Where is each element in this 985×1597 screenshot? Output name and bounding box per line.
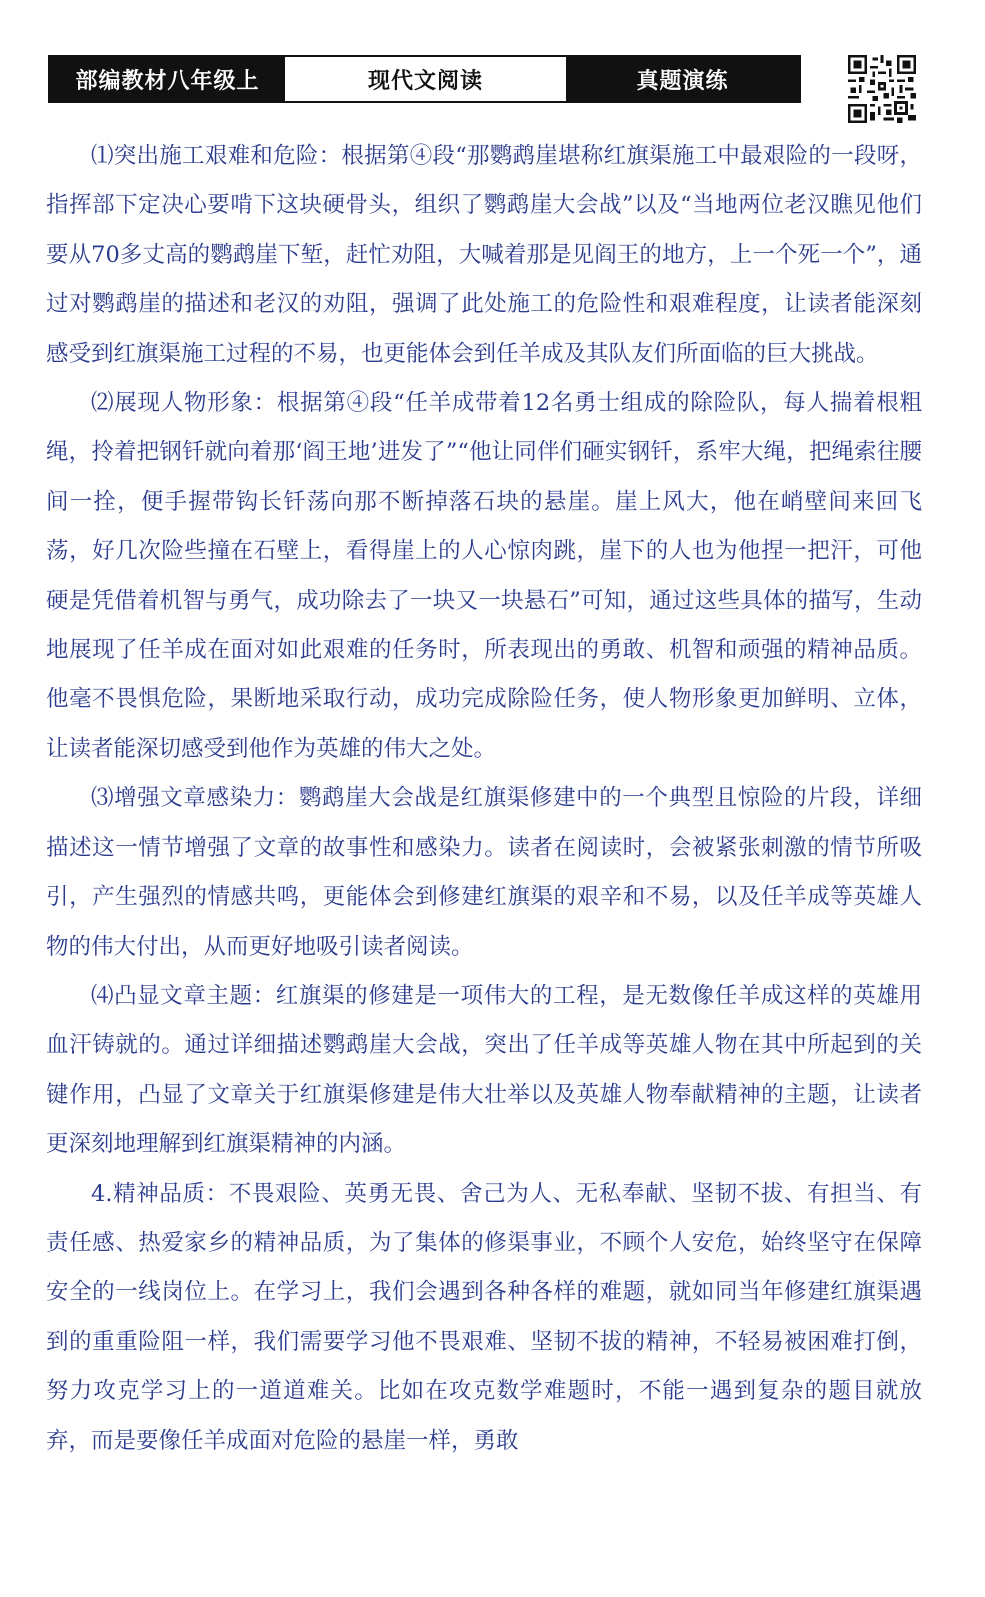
document-body	[46, 132, 922, 1466]
paragraph-1: ⑴突出施工艰难和危险：根据第④段“那鹦鹉崖堪称红旗渠施工中最艰险的一段呀，指挥部下定决心要啃下这块硬骨头，组织了鹦鹉崖大会战”以及“当地两位老汉瞧见他们要从70多丈高的鹦鹉崖下堑，赶忙劝阻，大喊着那是见阎王的地方，上一个死一个”，通过对鹦鹉崖的描述和老汉的劝阻，强调了此处施工的危险性和艰难程度，让读者能深刻感受到红旗渠施工过程的不易，也更能体会到任羊成及其队友们所面临的巨大挑战。	[46, 143, 922, 367]
header-section: 现代文阅读	[285, 57, 566, 101]
header-grade: 部编教材八年级上	[50, 57, 285, 101]
header-bar	[48, 55, 801, 103]
qr-code-icon	[848, 55, 916, 123]
paragraph-2: ⑵展现人物形象：根据第④段“任羊成带着12名勇士组成的除险队，每人揣着根粗绳，拎着把钢钎就向着那‘阎王地’进发了”“他让同伴们砸实钢钎，系牢大绳，把绳索往腰间一拴，便手握带钩长钎荡向那不断掉落石块的悬崖。崖上风大，他在峭壁间来回飞荡，好几次险些撞在石壁上，看得崖上的人心惊肉跳，崖下的人也为他捏一把汗，可他硬是凭借着机智与勇气，成功除去了一块又一块悬石”可知，通过这些具体的描写，生动地展现了任羊成在面对如此艰难的任务时，所表现出的勇敢、机智和顽强的精神品质。他毫不畏惧危险，果断地采取行动，成功完成除险任务，使人物形象更加鲜明、立体，让读者能深切感受到他作为英雄的伟大之处。	[46, 390, 922, 762]
header-practice: 真题演练	[566, 57, 799, 101]
paragraph-4: ⑷凸显文章主题：红旗渠的修建是一项伟大的工程，是无数像任羊成这样的英雄用血汗铸就的。通过详细描述鹦鹉崖大会战，突出了任羊成等英雄人物在其中所起到的关键作用，凸显了文章关于红旗渠修建是伟大壮举以及英雄人物奉献精神的主题，让读者更深刻地理解到红旗渠精神的内涵。	[46, 982, 922, 1158]
paragraph-3: ⑶增强文章感染力：鹦鹉崖大会战是红旗渠修建中的一个典型且惊险的片段，详细描述这一情节增强了文章的故事性和感染力。读者在阅读时，会被紧张刺激的情节所吸引，产生强烈的情感共鸣，更能体会到修建红旗渠的艰辛和不易，以及任羊成等英雄人物的伟大付出，从而更好地吸引读者阅读。	[46, 785, 922, 960]
paragraph-5: 4.精神品质：不畏艰险、英勇无畏、舍己为人、无私奉献、坚韧不拔、有担当、有责任感、热爱家乡的精神品质，为了集体的修渠事业，不顾个人安危，始终坚守在保障安全的一线岗位上。在学习上，我们会遇到各种各样的难题，就如同当年修建红旗渠遇到的重重险阻一样，我们需要学习他不畏艰难、坚韧不拔的精神，不轻易被困难打倒，努力攻克学习上的一道道难关。比如在攻克数学难题时，不能一遇到复杂的题目就放弃，而是要像任羊成面对危险的悬崖一样，勇敢	[46, 1180, 922, 1454]
